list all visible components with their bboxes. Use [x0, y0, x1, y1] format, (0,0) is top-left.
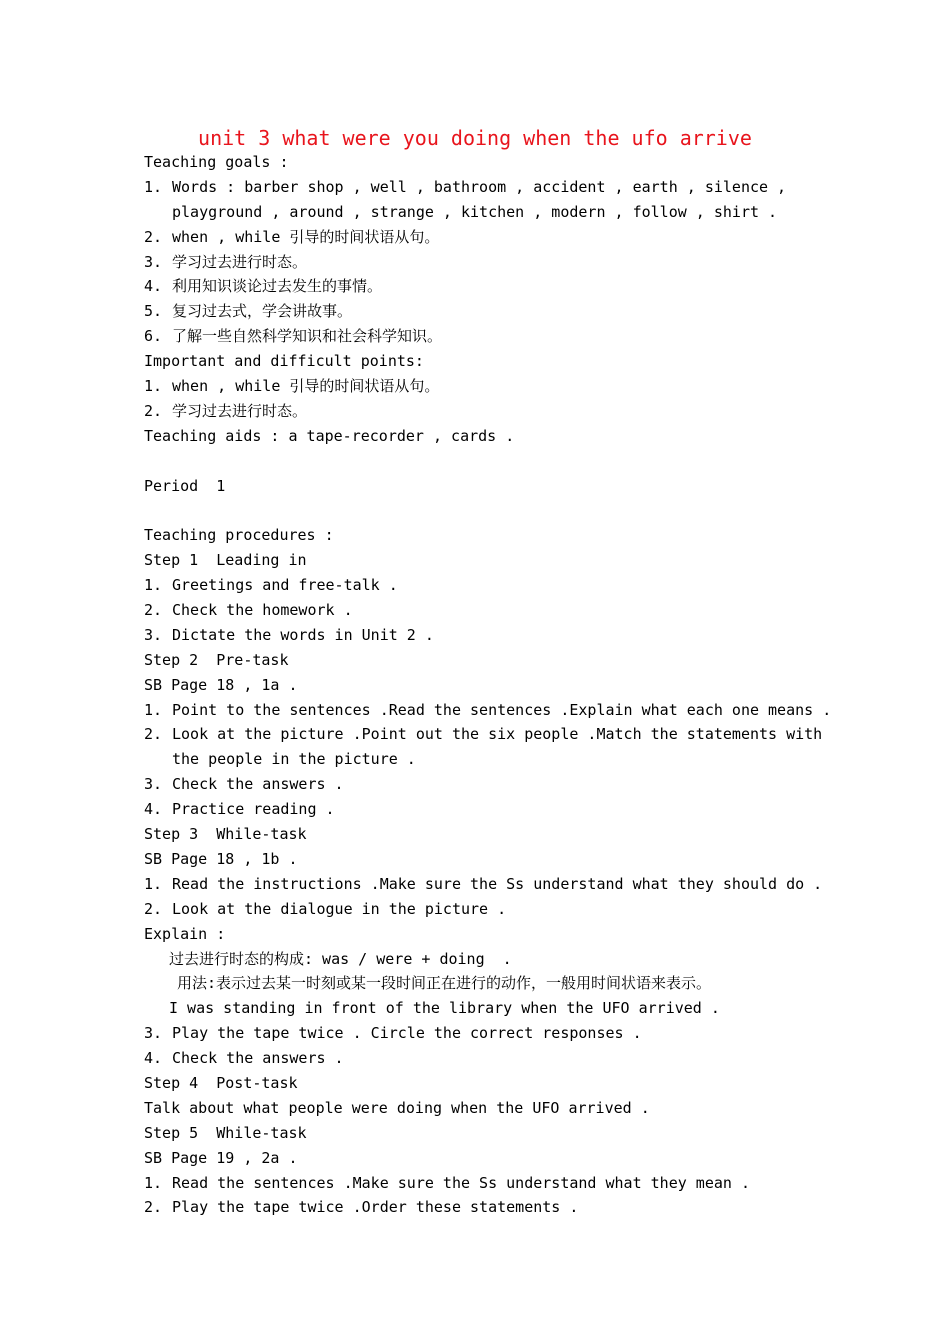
- list-number: 4.: [144, 1049, 163, 1068]
- list-text: 学习过去进行时态。: [172, 401, 308, 420]
- list-item: [144, 175, 824, 200]
- list-item: [144, 299, 824, 324]
- step2-heading: Step 2 Pre-task: [144, 650, 289, 669]
- list-text: Check the homework .: [172, 601, 353, 620]
- list-number: 2.: [144, 401, 163, 420]
- list-item: [144, 698, 832, 723]
- list-text: Check the answers .: [172, 1049, 344, 1068]
- list-number: 5.: [144, 302, 163, 321]
- list-number: 3.: [144, 252, 163, 271]
- teaching-aids: Teaching aids : a tape-recorder , cards .: [144, 426, 515, 445]
- list-item-continuation: playground , around , strange , kitchen , modern , follow , shirt .: [172, 202, 778, 221]
- spacer: [144, 498, 824, 523]
- list-number: 4.: [144, 277, 163, 296]
- step3-heading: Step 3 While-task: [144, 825, 307, 844]
- step5-sb-page: SB Page 19 , 2a .: [144, 1148, 298, 1167]
- list-text: 学习过去进行时态。: [172, 252, 308, 271]
- list-text: Point to the sentences .Read the sentences .Explain what each one means .: [172, 700, 832, 719]
- list-text: Greetings and free-talk .: [172, 576, 398, 595]
- list-item: [144, 772, 824, 797]
- list-text: Read the instructions .Make sure the Ss understand what they should do .: [172, 874, 823, 893]
- list-text: 了解一些自然科学知识和社会科学知识。: [172, 327, 443, 346]
- list-number: 2.: [144, 725, 163, 744]
- list-item: [144, 225, 824, 250]
- list-item: [144, 872, 824, 897]
- list-number: 2.: [144, 227, 163, 246]
- list-item: [144, 1195, 824, 1220]
- list-item: [144, 324, 824, 349]
- spacer: [144, 449, 824, 474]
- list-item: [144, 1171, 824, 1196]
- list-text: Look at the dialogue in the picture .: [172, 899, 507, 918]
- list-item: [144, 274, 824, 299]
- list-text: Play the tape twice . Circle the correct responses .: [172, 1024, 642, 1043]
- step4-text: Talk about what people were doing when the UFO arrived .: [144, 1098, 650, 1117]
- list-number: 1.: [144, 700, 163, 719]
- procedures-heading: Teaching procedures :: [144, 526, 334, 545]
- list-number: 1.: [144, 1173, 163, 1192]
- list-text: Play the tape twice .Order these statements .: [172, 1198, 579, 1217]
- step2-sb-page: SB Page 18 , 1a .: [144, 675, 298, 694]
- list-text: 利用知识谈论过去发生的事情。: [172, 277, 383, 296]
- explain-structure: 过去进行时态的构成: was / were + doing .: [169, 949, 512, 968]
- explain-example: I was standing in front of the library when the UFO arrived .: [169, 999, 720, 1018]
- document-body: [144, 150, 832, 1220]
- list-number: 3.: [144, 1024, 163, 1043]
- step3-sb-page: SB Page 18 , 1b .: [144, 849, 298, 868]
- explain-heading: Explain :: [144, 924, 226, 943]
- list-number: 1.: [144, 874, 163, 893]
- step1-heading: Step 1 Leading in: [144, 551, 307, 570]
- list-item: [144, 250, 824, 275]
- list-text: Check the answers .: [172, 775, 344, 794]
- list-text: when , while 引导的时间状语从句。: [172, 227, 440, 246]
- list-number: 2.: [144, 601, 163, 620]
- list-item: [144, 399, 824, 424]
- list-number: 2.: [144, 1198, 163, 1217]
- list-number: 1.: [144, 377, 163, 396]
- document-title: unit 3 what were you doing when the ufo arrive: [198, 126, 752, 150]
- list-item: [144, 623, 824, 648]
- list-text: Look at the picture .Point out the six people .Match the statements with: [172, 725, 823, 744]
- list-item: [144, 797, 824, 822]
- period-heading: Period 1: [144, 476, 226, 495]
- list-text: Read the sentences .Make sure the Ss understand what they mean .: [172, 1173, 750, 1192]
- list-item: [144, 722, 824, 747]
- list-item: [144, 573, 824, 598]
- step5-heading: Step 5 While-task: [144, 1123, 307, 1142]
- list-number: 6.: [144, 327, 163, 346]
- list-number: 1.: [144, 576, 163, 595]
- list-item: [144, 598, 824, 623]
- list-item: [144, 374, 824, 399]
- list-text: when , while 引导的时间状语从句。: [172, 377, 440, 396]
- important-points-heading: Important and difficult points:: [144, 352, 424, 371]
- list-item: [144, 1046, 824, 1071]
- list-text: Practice reading .: [172, 800, 335, 819]
- list-number: 3.: [144, 625, 163, 644]
- list-text: Words : barber shop , well , bathroom , accident , earth , silence ,: [172, 177, 787, 196]
- teaching-goals-heading: Teaching goals :: [144, 153, 289, 171]
- list-text: 复习过去式，学会讲故事。: [172, 302, 353, 321]
- explain-usage: 用法:表示过去某一时刻或某一段时间正在进行的动作，一般用时间状语来表示。: [177, 974, 712, 993]
- list-number: 1.: [144, 177, 163, 196]
- list-number: 2.: [144, 899, 163, 918]
- list-item: [144, 897, 824, 922]
- list-text: Dictate the words in Unit 2 .: [172, 625, 434, 644]
- list-number: 4.: [144, 800, 163, 819]
- list-item-continuation: the people in the picture .: [172, 750, 416, 769]
- list-item: [144, 1021, 824, 1046]
- step4-heading: Step 4 Post-task: [144, 1073, 298, 1092]
- list-number: 3.: [144, 775, 163, 794]
